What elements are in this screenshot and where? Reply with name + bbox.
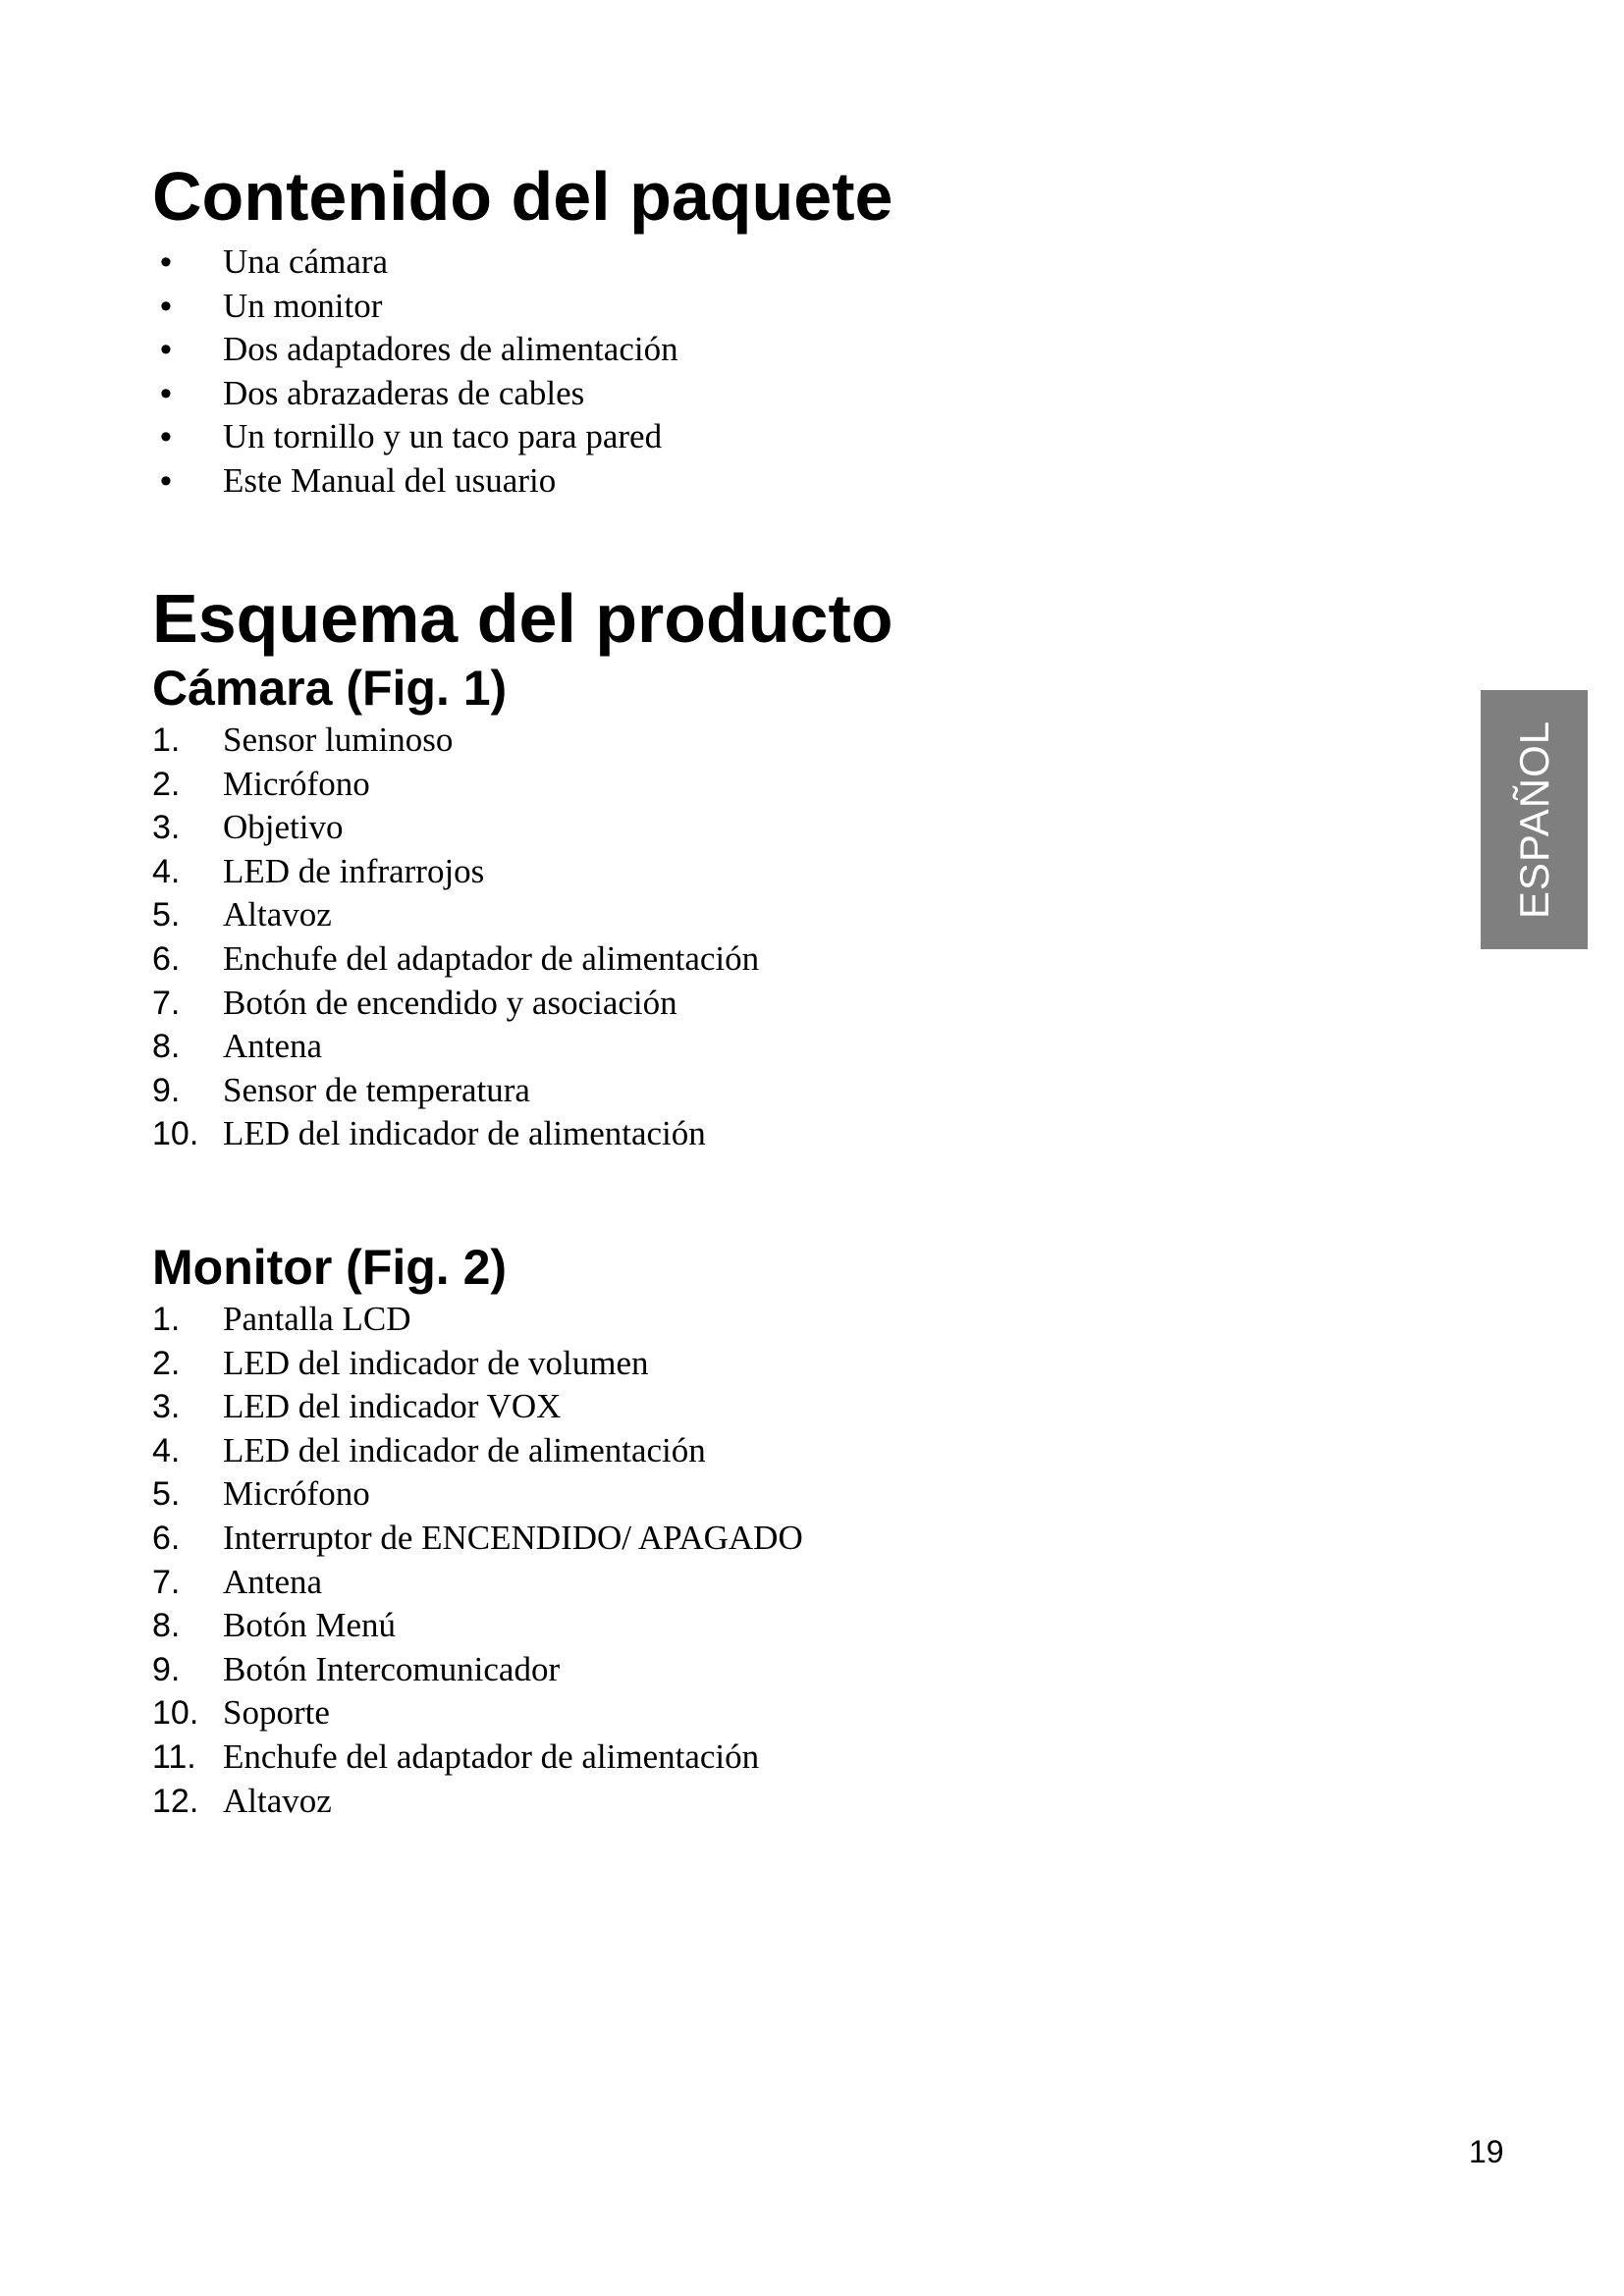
camera-subheading: Cámara (Fig. 1) (152, 661, 508, 716)
bullet-icon: • (160, 331, 172, 369)
manual-page: Contenido del paquete • Una cámara • Un monitor • Dos adaptadores de alimentación • Dos abrazaderas de cables • Un tornillo y un taco para pared • Este Manual del usuario Esquema del producto Cámara (Fig. 1) 1. Sensor luminoso 2. Micrófono 3. Objetivo 4. LED de infrarrojos 5. Altavoz 6. Enchufe del adaptador de alimentación 7. Botón de encendido y asociación 8. Antena 9. Sensor de temperatura 10. LED del indicador de alimentación Monitor (Fig. 2) 1. Pantalla LCD 2. LED del indicador de volumen 3. LED del indicador VOX 4. LED del indicador de alimentación 5. Micrófono 6. Interruptor de ENCENDIDO/ APAGADO 7. Antena 8. Botón Menú 9. Botón Intercomunicador 10. Soporte 11. Enchufe del adaptador de alimentación 12. Altavoz ESPAÑOL 19 (0, 0, 1624, 2296)
page-number: 19 (1469, 2134, 1504, 2169)
bullet-icon: • (160, 243, 172, 281)
monitor-subheading: Monitor (Fig. 2) (152, 1240, 508, 1295)
bullet-icon: • (160, 374, 172, 412)
package-contents-heading: Contenido del paquete (152, 158, 893, 235)
bullet-icon: • (160, 418, 172, 456)
product-overview-heading: Esquema del producto (152, 580, 893, 657)
bullet-icon: • (160, 461, 172, 500)
bullet-icon: • (160, 287, 172, 325)
language-side-tab (1481, 690, 1588, 949)
language-tab-label: ESPAÑOL (1510, 720, 1557, 920)
